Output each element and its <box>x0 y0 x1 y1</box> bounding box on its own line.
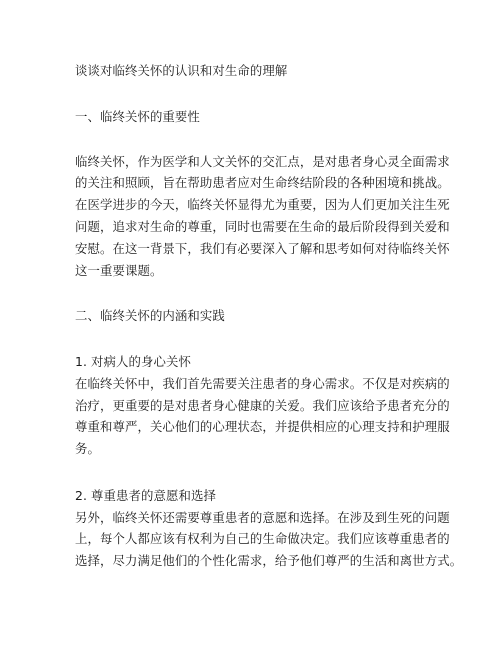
section-heading-practice: 二、临终关怀的内涵和实践 <box>75 308 225 323</box>
subsection-heading-respect: 2. 尊重患者的意愿和选择 <box>75 488 216 503</box>
paragraph-line: 选择，尽力满足他们的个性化需求，给予他们尊严的生活和离世方式。 <box>75 553 463 568</box>
paragraph-line: 在医学进步的今天，临终关怀显得尤为重要，因为人们更加关注生死 <box>75 197 450 212</box>
paragraph-line: 安慰。在这一背景下，我们有必要深入了解和思考如何对待临终关怀 <box>75 241 450 256</box>
section-heading-importance: 一、临终关怀的重要性 <box>75 109 200 124</box>
paragraph-line: 另外，临终关怀还需要尊重患者的意愿和选择。在涉及到生死的问题 <box>75 510 450 525</box>
document-title: 谈谈对临终关怀的认识和对生命的理解 <box>75 63 288 78</box>
paragraph-line: 问题，追求对生命的尊重，同时也需要在生命的最后阶段得到关爱和 <box>75 219 450 234</box>
paragraph-line: 务。 <box>75 441 100 456</box>
paragraph-line: 这一重要课题。 <box>75 263 163 278</box>
paragraph-line: 治疗，更重要的是对患者身心健康的关爱。我们应该给予患者充分的 <box>75 398 450 413</box>
paragraph-line: 的关注和照顾，旨在帮助患者应对生命终结阶段的各种困境和挑战。 <box>75 175 450 190</box>
paragraph-line: 尊重和尊严，关心他们的心理状态，并提供相应的心理支持和护理服 <box>75 419 450 434</box>
subsection-heading-care: 1. 对病人的身心关怀 <box>75 354 191 369</box>
paragraph-line: 上，每个人都应该有权利为自己的生命做决定。我们应该尊重患者的 <box>75 531 450 546</box>
paragraph-line: 临终关怀，作为医学和人文关怀的交汇点，是对患者身心灵全面需求 <box>75 154 450 169</box>
paragraph-line: 在临终关怀中，我们首先需要关注患者的身心需求。不仅是对疾病的 <box>75 376 450 391</box>
